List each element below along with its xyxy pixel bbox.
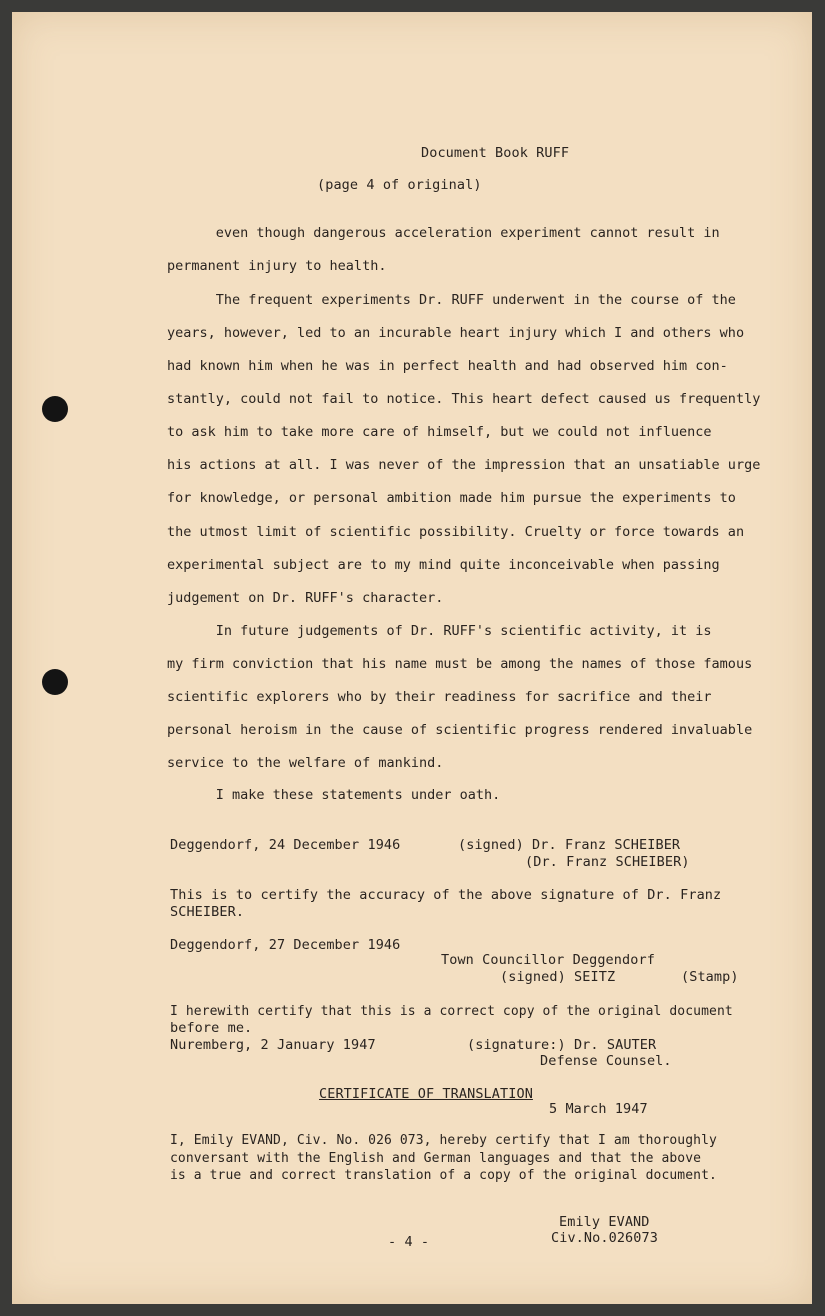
certify2-role: Defense Counsel. [540,1053,672,1069]
body-line: The frequent experiments Dr. RUFF underwent in the course of the [167,292,736,308]
body-line: permanent injury to health. [167,258,387,274]
body-line: for knowledge, or personal ambition made him pursue the experiments to [167,490,736,506]
punch-hole-lower [42,669,68,695]
body-line: I make these statements under oath. [167,787,501,803]
translation-line3: is a true and correct translation of a copy of the original document. [170,1168,717,1183]
translation-heading: CERTIFICATE OF TRANSLATION [319,1086,533,1102]
document-title: Document Book RUFF [421,145,570,161]
certify2-line2: before me. [170,1020,253,1036]
body-line: service to the welfare of mankind. [167,755,444,771]
signature1-signed: (signed) Dr. Franz SCHEIBER [458,837,681,853]
translation-date: 5 March 1947 [549,1101,648,1117]
body-line: scientific explorers who by their readiness for sacrifice and their [167,689,712,705]
signature1-place-date: Deggendorf, 24 December 1946 [170,837,401,853]
signature2-place-date: Deggendorf, 27 December 1946 [170,937,401,953]
document-subtitle: (page 4 of original) [317,177,482,193]
body-line: even though dangerous acceleration experiment cannot result in [167,225,720,241]
body-line: personal heroism in the cause of scientific progress rendered invaluable [167,722,753,738]
certify2-line1: I herewith certify that this is a correct copy of the original document [170,1004,733,1019]
translation-line1: I, Emily EVAND, Civ. No. 026 073, hereby certify that I am thoroughly [170,1133,717,1148]
certify1-line2: SCHEIBER. [170,904,245,920]
body-line: my firm conviction that his name must be among the names of those famous [167,656,753,672]
body-line: experimental subject are to my mind quite inconceivable when passing [167,557,720,573]
signer-name: Emily EVAND [559,1214,650,1230]
body-line: the utmost limit of scientific possibility. Cruelty or force towards an [167,524,745,540]
certify1-line1: This is to certify the accuracy of the above signature of Dr. Franz [170,887,722,903]
document-page [12,12,812,1304]
translation-line2: conversant with the English and German languages and that the above [170,1151,702,1166]
signature1-name: (Dr. Franz SCHEIBER) [525,854,690,870]
punch-hole-upper [42,396,68,422]
certify2-place-date: Nuremberg, 2 January 1947 [170,1037,376,1053]
body-line: had known him when he was in perfect health and had observed him con- [167,358,728,374]
signature2-office: Town Councillor Deggendorf [441,952,655,968]
body-line: to ask him to take more care of himself, but we could not influence [167,424,712,440]
signature2-stamp: (Stamp) [681,969,739,985]
page-number: - 4 - [388,1234,430,1250]
body-line: judgement on Dr. RUFF's character. [167,590,444,606]
body-line: In future judgements of Dr. RUFF's scientific activity, it is [167,623,712,639]
body-line: his actions at all. I was never of the impression that an unsatiable urge [167,457,761,473]
certify2-signature: (signature:) Dr. SAUTER [467,1037,657,1053]
body-line: years, however, led to an incurable heart injury which I and others who [167,325,745,341]
body-line: stantly, could not fail to notice. This heart defect caused us frequently [167,391,761,407]
signature2-signed: (signed) SEITZ [500,969,616,985]
signer-civ: Civ.No.026073 [551,1230,658,1246]
